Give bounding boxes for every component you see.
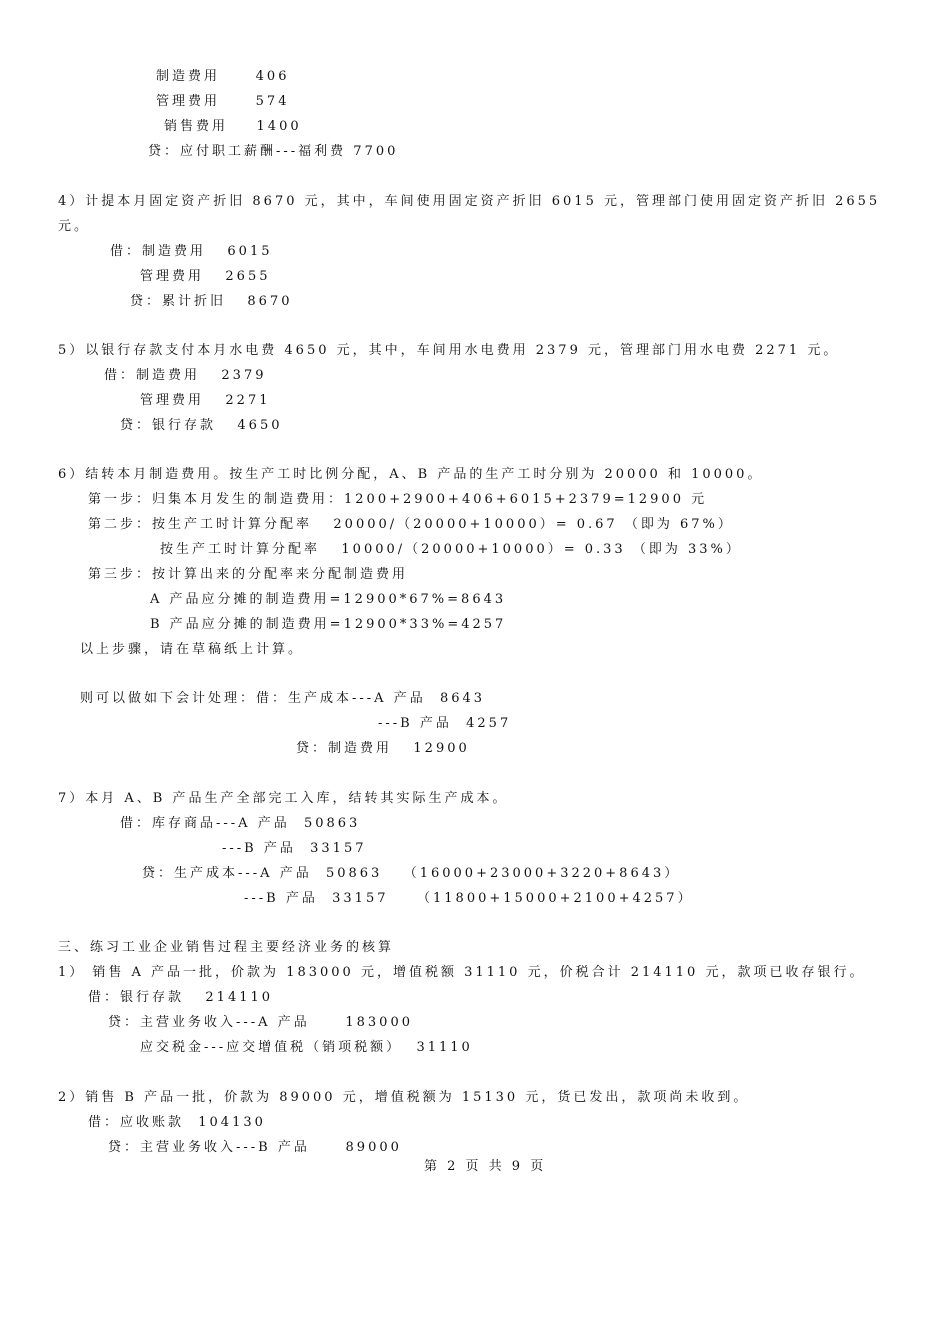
text-line: B 产品应分摊的制造费用=12900*33%=4257 [150,617,507,632]
text-line: 4）计提本月固定资产折旧 8670 元，其中，车间使用固定资产折旧 6015 元，管理部门使用固定资产折旧 2655 [58,194,881,209]
text-line: 第三步：按计算出来的分配率来分配制造费用 [88,567,409,582]
text-line: A 产品应分摊的制造费用=12900*67%=8643 [150,592,507,607]
text-line: 借：应收账款 104130 [88,1115,266,1130]
text-line: 应交税金---应交增值税（销项税额） 31110 [140,1040,473,1055]
text-line: 7）本月 A、B 产品生产全部完工入库，结转其实际生产成本。 [58,791,509,806]
text-line: 以上步骤，请在草稿纸上计算。 [80,642,305,657]
text-line: 借：制造费用 2379 [104,368,267,383]
text-line: ---B 产品 33157 [222,841,367,856]
text-line: 管理费用 2655 [140,269,271,284]
page-footer: 第 2 页 共 9 页 [424,1159,547,1174]
text-line: ---B 产品 33157 （11800+15000+2100+4257） [244,891,694,906]
text-line: 销售费用 1400 [164,119,302,134]
text-line: 2）销售 B 产品一批，价款为 89000 元，增值税额为 15130 元，货已发出，款项尚未收到。 [58,1090,750,1105]
text-line: 制造费用 406 [156,69,290,84]
text-line: 第二步：按生产工时计算分配率 20000/（20000+10000）= 0.67 （即为 67%） [88,517,734,532]
text-line: 按生产工时计算分配率 10000/（20000+10000）= 0.33 （即为 33%） [160,542,742,557]
text-line: 元。 [58,219,91,234]
text-line: 贷：应付职工薪酬---福利费 7700 [148,144,399,159]
text-line: 第一步：归集本月发生的制造费用：1200+2900+406+6015+2379=12900 元 [88,492,708,507]
text-line: 则可以做如下会计处理：借：生产成本---A 产品 8643 [80,691,486,706]
text-line: 贷：制造费用 12900 [296,741,470,756]
text-line: ---B 产品 4257 [378,716,512,731]
text-line: 贷：银行存款 4650 [120,418,283,433]
text-line: 5）以银行存款支付本月水电费 4650 元，其中，车间用水电费用 2379 元，管理部门用水电费 2271 元。 [58,343,840,358]
text-line: 贷：生产成本---A 产品 50863 （16000+23000+3220+8643） [142,866,681,881]
text-line: 借：库存商品---A 产品 50863 [120,816,361,831]
text-line: 借：银行存款 214110 [88,990,274,1005]
text-line: 管理费用 2271 [140,393,271,408]
text-line: 贷：累计折旧 8670 [130,294,293,309]
text-line: 1） 销售 A 产品一批，价款为 183000 元，增值税额 31110 元，价税合计 214110 元，款项已收存银行。 [58,965,866,980]
text-line: 借：制造费用 6015 [110,244,273,259]
text-line: 三、练习工业企业销售过程主要经济业务的核算 [58,940,395,955]
text-line: 贷：主营业务收入---A 产品 183000 [108,1015,413,1030]
text-line: 贷：主营业务收入---B 产品 89000 [108,1140,402,1155]
text-line: 6）结转本月制造费用。按生产工时比例分配，A、B 产品的生产工时分别为 20000 和 10000。 [58,467,764,482]
text-line: 管理费用 574 [156,94,290,109]
